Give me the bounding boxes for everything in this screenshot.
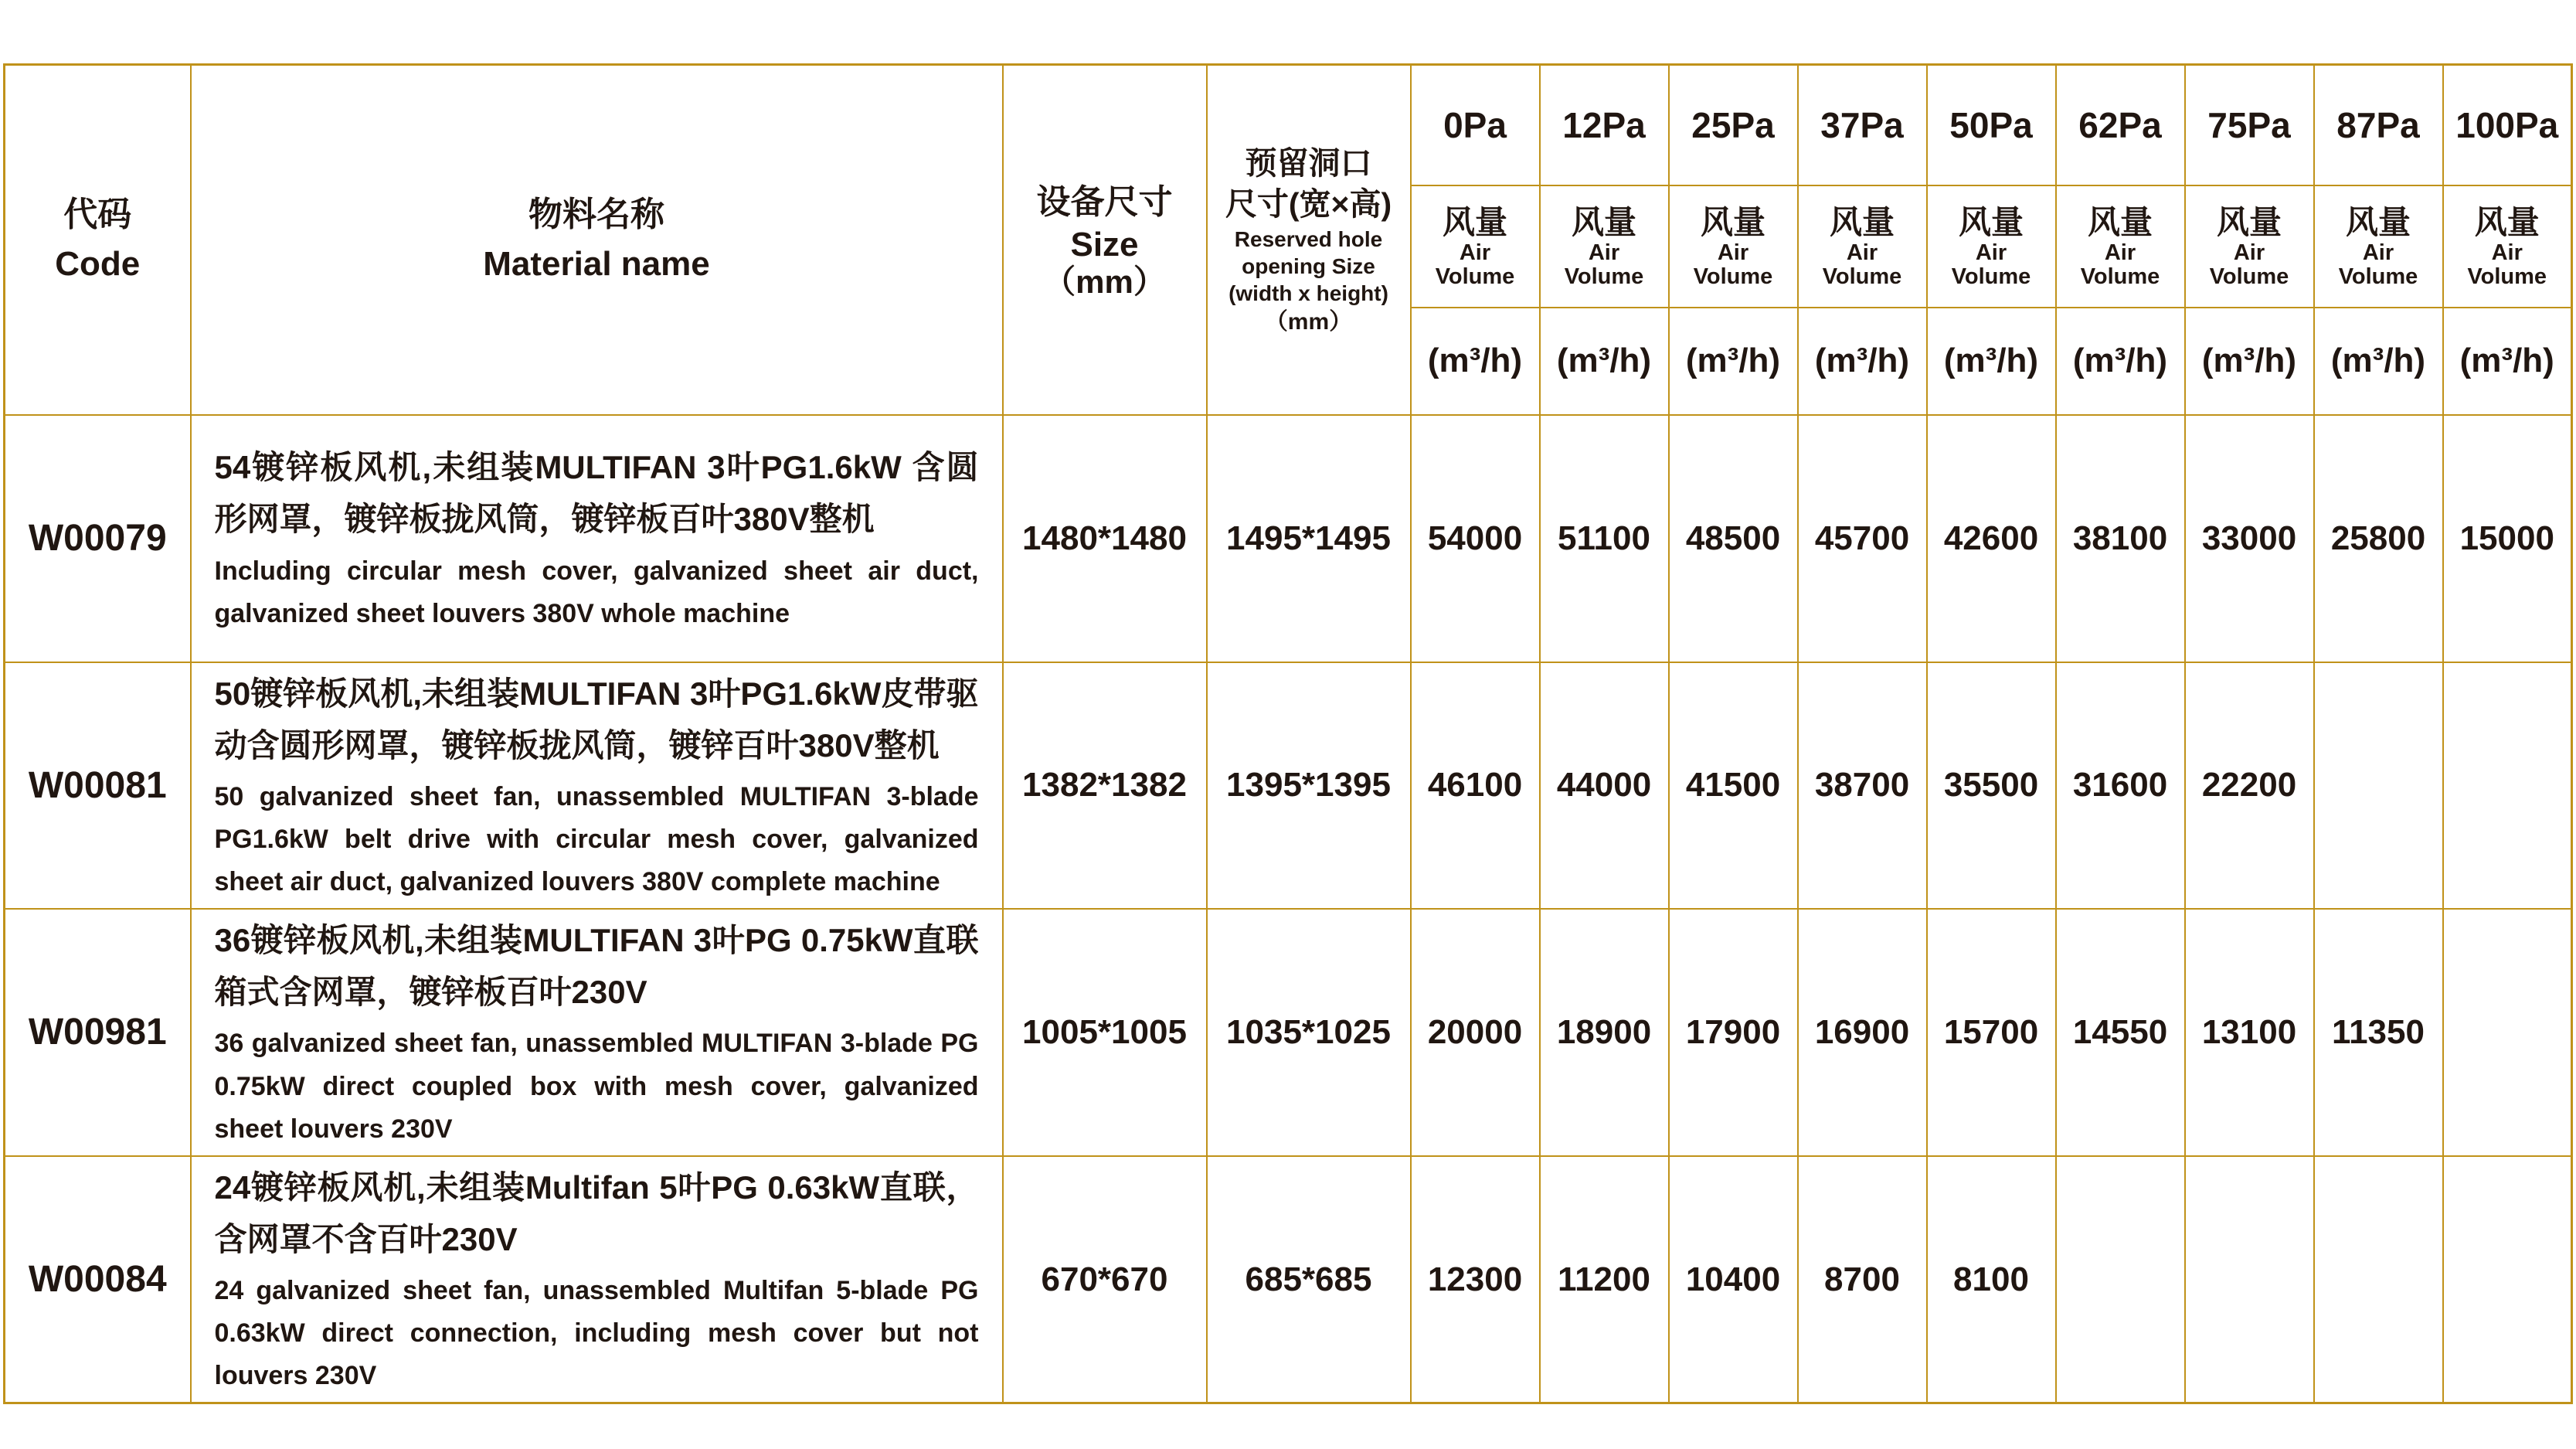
cell-volume-87pa bbox=[2314, 662, 2443, 910]
cell-volume-62pa bbox=[2056, 1156, 2185, 1403]
cell-volume-37pa: 16900 bbox=[1798, 909, 1927, 1156]
cell-material-name bbox=[191, 909, 1003, 1156]
air-volume-zh: 风量 bbox=[1958, 203, 2024, 240]
header-hole-zh1: 预留洞口 bbox=[1245, 145, 1372, 181]
header-size-unit: （mm） bbox=[1043, 264, 1166, 301]
header-air-volume-62pa bbox=[2056, 185, 2185, 308]
header-material-zh: 物料名称 bbox=[528, 196, 664, 234]
cell-volume-12pa: 51100 bbox=[1540, 415, 1669, 662]
material-zh: 50镀锌板风机,未组装MULTIFAN 3叶PG1.6kW皮带驱动含圆形网罩，镀锌板拢风筒，镀锌百叶380V整机 bbox=[214, 675, 979, 764]
header-pressure-62pa: 62Pa bbox=[2056, 65, 2185, 185]
air-volume-en1: Air bbox=[1588, 240, 1620, 266]
cell-volume-75pa: 33000 bbox=[2185, 415, 2314, 662]
cell-hole-size: 1395*1395 bbox=[1207, 662, 1411, 910]
table-row-w00079 bbox=[5, 415, 2572, 662]
cell-volume-87pa: 11350 bbox=[2314, 909, 2443, 1156]
cell-volume-12pa: 18900 bbox=[1540, 909, 1669, 1156]
cell-hole-size: 1035*1025 bbox=[1207, 909, 1411, 1156]
cell-code: W00084 bbox=[5, 1156, 191, 1403]
cell-volume-12pa: 44000 bbox=[1540, 662, 1669, 910]
air-volume-zh: 风量 bbox=[1571, 203, 1636, 240]
air-volume-en1: Air bbox=[2491, 240, 2523, 266]
cell-volume-87pa: 25800 bbox=[2314, 415, 2443, 662]
header-hole-en1: Reserved hole bbox=[1234, 226, 1383, 251]
cell-volume-37pa: 8700 bbox=[1798, 1156, 1927, 1403]
header-material-en: Material name bbox=[483, 245, 710, 284]
air-volume-en2: Volume bbox=[2080, 264, 2160, 289]
header-code-zh: 代码 bbox=[63, 196, 132, 234]
air-volume-zh: 风量 bbox=[2474, 203, 2540, 240]
air-volume-zh: 风量 bbox=[2216, 203, 2282, 240]
cell-volume-0pa: 12300 bbox=[1411, 1156, 1540, 1403]
cell-volume-50pa: 15700 bbox=[1927, 909, 2056, 1156]
header-pressure-100pa: 100Pa bbox=[2443, 65, 2572, 185]
material-zh: 36镀锌板风机,未组装MULTIFAN 3叶PG 0.75kW直联箱式含网罩，镀锌板百叶230V bbox=[214, 922, 979, 1011]
cell-volume-62pa: 14550 bbox=[2056, 909, 2185, 1156]
header-air-volume-37pa bbox=[1798, 185, 1927, 308]
table-row-w00084 bbox=[5, 1156, 2572, 1403]
air-volume-zh: 风量 bbox=[1829, 203, 1895, 240]
header-size-en: Size bbox=[1070, 225, 1139, 264]
cell-volume-87pa bbox=[2314, 1156, 2443, 1403]
header-air-volume-50pa bbox=[1927, 185, 2056, 308]
cell-volume-62pa: 38100 bbox=[2056, 415, 2185, 662]
header-cell-code bbox=[5, 65, 191, 415]
header-unit-25pa: (m³/h) bbox=[1669, 308, 1798, 415]
cell-size: 1005*1005 bbox=[1003, 909, 1207, 1156]
header-air-volume-100pa bbox=[2443, 185, 2572, 308]
cell-volume-12pa: 11200 bbox=[1540, 1156, 1669, 1403]
header-unit-37pa: (m³/h) bbox=[1798, 308, 1927, 415]
header-unit-75pa: (m³/h) bbox=[2185, 308, 2314, 415]
cell-material-name bbox=[191, 415, 1003, 662]
header-hole-unit: （mm） bbox=[1264, 308, 1353, 335]
header-air-volume-25pa bbox=[1669, 185, 1798, 308]
cell-volume-25pa: 41500 bbox=[1669, 662, 1798, 910]
cell-size: 1480*1480 bbox=[1003, 415, 1207, 662]
air-volume-en1: Air bbox=[1975, 240, 2007, 266]
header-cell-material-name bbox=[191, 65, 1003, 415]
air-volume-en2: Volume bbox=[2467, 264, 2547, 289]
cell-hole-size: 1495*1495 bbox=[1207, 415, 1411, 662]
cell-material-name bbox=[191, 1156, 1003, 1403]
header-pressure-75pa: 75Pa bbox=[2185, 65, 2314, 185]
header-unit-50pa: (m³/h) bbox=[1927, 308, 2056, 415]
air-volume-zh: 风量 bbox=[1442, 203, 1507, 240]
air-volume-zh: 风量 bbox=[1700, 203, 1765, 240]
cell-volume-0pa: 20000 bbox=[1411, 909, 1540, 1156]
cell-size: 670*670 bbox=[1003, 1156, 1207, 1403]
air-volume-en1: Air bbox=[1717, 240, 1749, 266]
table-row-w00981 bbox=[5, 909, 2572, 1156]
header-pressure-37pa: 37Pa bbox=[1798, 65, 1927, 185]
cell-volume-50pa: 8100 bbox=[1927, 1156, 2056, 1403]
header-pressure-50pa: 50Pa bbox=[1927, 65, 2056, 185]
header-hole-en2: opening Size bbox=[1242, 253, 1375, 278]
header-hole-en3: (width x height) bbox=[1229, 281, 1388, 305]
cell-volume-100pa bbox=[2443, 662, 2572, 910]
air-volume-en2: Volume bbox=[1435, 264, 1515, 289]
cell-volume-75pa: 22200 bbox=[2185, 662, 2314, 910]
material-en: 24 galvanized sheet fan, unassembled Multifan 5-blade PG 0.63kW direct connection, including mesh cover but not louvers 230V bbox=[214, 1276, 979, 1391]
cell-code: W00081 bbox=[5, 662, 191, 910]
air-volume-zh: 风量 bbox=[2087, 203, 2153, 240]
header-cell-reserved-hole bbox=[1207, 65, 1411, 415]
cell-volume-37pa: 45700 bbox=[1798, 415, 1927, 662]
cell-material-name bbox=[191, 662, 1003, 910]
cell-volume-50pa: 42600 bbox=[1927, 415, 2056, 662]
cell-hole-size: 685*685 bbox=[1207, 1156, 1411, 1403]
air-volume-en2: Volume bbox=[1564, 264, 1644, 289]
cell-volume-25pa: 10400 bbox=[1669, 1156, 1798, 1403]
header-unit-0pa: (m³/h) bbox=[1411, 308, 1540, 415]
header-air-volume-0pa bbox=[1411, 185, 1540, 308]
material-zh: 24镀锌板风机,未组装Multifan 5叶PG 0.63kW直联，含网罩不含百叶230V bbox=[214, 1168, 979, 1257]
air-volume-en2: Volume bbox=[1951, 264, 2031, 289]
header-unit-62pa: (m³/h) bbox=[2056, 308, 2185, 415]
air-volume-en1: Air bbox=[1846, 240, 1878, 266]
cell-volume-37pa: 38700 bbox=[1798, 662, 1927, 910]
cell-volume-25pa: 17900 bbox=[1669, 909, 1798, 1156]
header-air-volume-87pa bbox=[2314, 185, 2443, 308]
air-volume-en2: Volume bbox=[2338, 264, 2418, 289]
cell-volume-50pa: 35500 bbox=[1927, 662, 2056, 910]
header-hole-zh2: 尺寸(宽×高) bbox=[1225, 186, 1392, 223]
cell-volume-100pa bbox=[2443, 1156, 2572, 1403]
cell-volume-100pa bbox=[2443, 909, 2572, 1156]
air-volume-en1: Air bbox=[1459, 240, 1491, 266]
header-unit-87pa: (m³/h) bbox=[2314, 308, 2443, 415]
cell-volume-25pa: 48500 bbox=[1669, 415, 1798, 662]
air-volume-en1: Air bbox=[2233, 240, 2265, 266]
cell-volume-0pa: 46100 bbox=[1411, 662, 1540, 910]
table-row-w00081 bbox=[5, 662, 2572, 910]
header-code-en: Code bbox=[55, 245, 141, 284]
header-pressure-87pa: 87Pa bbox=[2314, 65, 2443, 185]
header-unit-12pa: (m³/h) bbox=[1540, 308, 1669, 415]
air-volume-en2: Volume bbox=[1693, 264, 1773, 289]
air-volume-en1: Air bbox=[2362, 240, 2394, 266]
cell-volume-100pa: 15000 bbox=[2443, 415, 2572, 662]
header-air-volume-75pa bbox=[2185, 185, 2314, 308]
cell-volume-75pa: 13100 bbox=[2185, 909, 2314, 1156]
cell-volume-75pa bbox=[2185, 1156, 2314, 1403]
cell-code: W00981 bbox=[5, 909, 191, 1156]
cell-volume-62pa: 31600 bbox=[2056, 662, 2185, 910]
material-zh: 54镀锌板风机,未组装MULTIFAN 3叶PG1.6kW 含圆形网罩，镀锌板拢风筒，镀锌板百叶380V整机 bbox=[214, 449, 979, 538]
cell-size: 1382*1382 bbox=[1003, 662, 1207, 910]
air-volume-en2: Volume bbox=[2209, 264, 2289, 289]
material-en: Including circular mesh cover, galvanized sheet air duct, galvanized sheet louvers 380V whole machine bbox=[214, 556, 979, 628]
material-en: 50 galvanized sheet fan, unassembled MULTIFAN 3-blade PG1.6kW belt drive with circular mesh cover, galvanized sheet air duct, galvanized louvers 380V complete machine bbox=[214, 781, 979, 897]
header-pressure-25pa: 25Pa bbox=[1669, 65, 1798, 185]
air-volume-en2: Volume bbox=[1822, 264, 1902, 289]
fan-spec-table bbox=[3, 63, 2573, 1404]
material-en: 36 galvanized sheet fan, unassembled MULTIFAN 3-blade PG 0.75kW direct coupled box with mesh cover, galvanized sheet louvers 230V bbox=[214, 1029, 979, 1144]
cell-code: W00079 bbox=[5, 415, 191, 662]
air-volume-en1: Air bbox=[2104, 240, 2136, 266]
header-air-volume-12pa bbox=[1540, 185, 1669, 308]
header-pressure-0pa: 0Pa bbox=[1411, 65, 1540, 185]
header-pressure-12pa: 12Pa bbox=[1540, 65, 1669, 185]
header-unit-100pa: (m³/h) bbox=[2443, 308, 2572, 415]
cell-volume-0pa: 54000 bbox=[1411, 415, 1540, 662]
air-volume-zh: 风量 bbox=[2345, 203, 2411, 240]
header-cell-size bbox=[1003, 65, 1207, 415]
header-size-zh: 设备尺寸 bbox=[1036, 183, 1173, 222]
